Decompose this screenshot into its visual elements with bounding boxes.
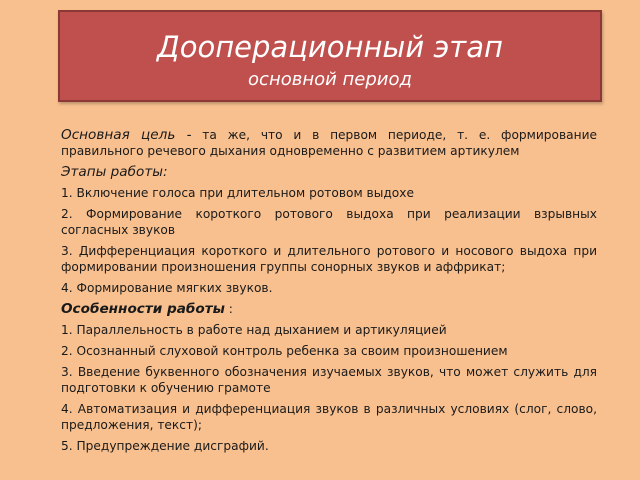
stage-item: 4. Формирование мягких звуков. xyxy=(61,281,273,295)
feature-item: 4. Автоматизация и дифференциация звуков в различных условиях (слог, слово, предложения, текст); xyxy=(61,402,597,432)
feature-item: 2. Осознанный слуховой контроль ребенка за своим произношением xyxy=(61,344,508,358)
slide-subtitle: основной период xyxy=(248,69,412,90)
stages-heading-text: Этапы работы: xyxy=(61,164,168,180)
title-box xyxy=(58,10,602,102)
stage-item: 3. Дифференциация короткого и длительного ротового и носового выдоха при формировании произношения группы сонорных звуков и аффрикат; xyxy=(61,244,597,274)
features-heading xyxy=(61,301,597,317)
features-heading-text: Особенности работы xyxy=(61,301,225,317)
stage-item: 2. Формирование короткого ротового выдоха при реализации взрывных согласных звуков xyxy=(61,207,597,237)
goal-paragraph xyxy=(61,127,597,159)
feature-item: 3. Введение буквенного обозначения изучаемых звуков, что может служить для подготовки к обучению грамоте xyxy=(61,365,597,395)
goal-text: та же, что и в первом периоде, т. е. формирование правильного речевого дыхания одновременно с развитием артикулем xyxy=(61,128,597,158)
stage-item: 1. Включение голоса при длительном ротовом выдохе xyxy=(61,186,414,200)
stages-heading xyxy=(61,164,597,180)
feature-item: 1. Параллельность в работе над дыханием и артикуляцией xyxy=(61,323,447,337)
slide-title: Дооперационный этап xyxy=(157,30,503,64)
slide-content xyxy=(61,127,597,459)
features-heading-colon: : xyxy=(224,302,233,316)
feature-item: 5. Предупреждение дисграфий. xyxy=(61,439,269,453)
goal-label: Основная цель - xyxy=(61,127,192,143)
